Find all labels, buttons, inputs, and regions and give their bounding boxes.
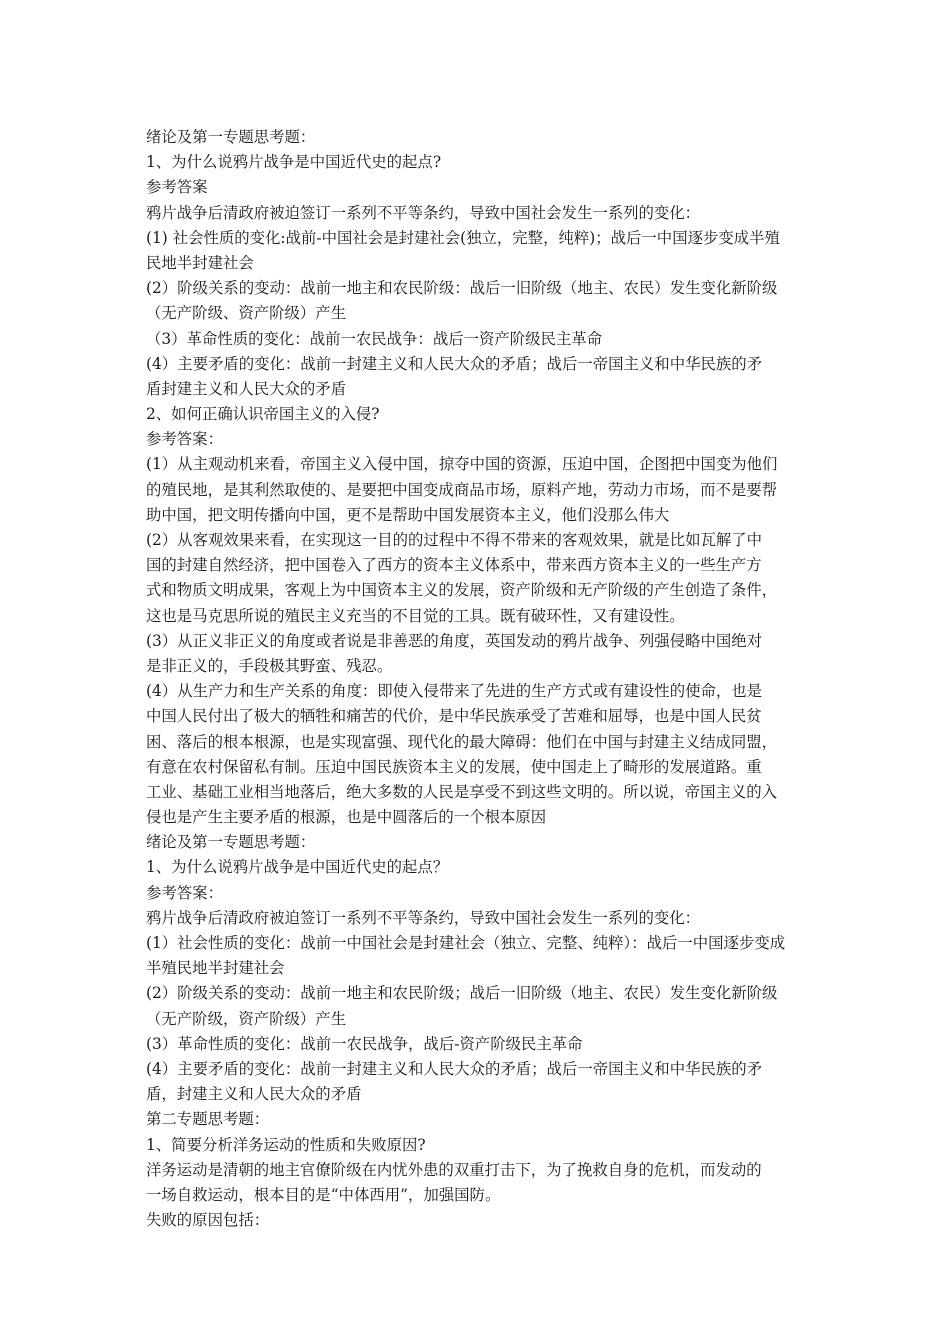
- text-line: (4）从生产力和生产关系的角度：即使入侵带来了先进的生产方式或有建设性的使命，也是: [146, 682, 763, 701]
- question-1: 1、为什么说鸦片战争是中国近代史的起点？: [146, 858, 449, 877]
- text-line: (2）阶级关系的变动：战前一地主和农民阶级：战后一旧阶级（地主、农民）发生变化新阶级: [146, 279, 778, 298]
- text-line: 盾，封建主义和人民大众的矛盾: [146, 1085, 362, 1104]
- text-line: (4）主要矛盾的变化：战前一封建主义和人民大众的矛盾；战后一帝国主义和中华民族的矛: [146, 354, 763, 373]
- text-line: (2）从客观效果来看，在实现这一目的的过程中不得不带来的客观效果，就是比如瓦解了中: [146, 531, 763, 549]
- text-line: (1）从主观动机来看，帝国主义入侵中国，掠夺中国的资源，压迫中国，企图把中国变为他们: [146, 455, 778, 474]
- text-line: 一场自救运动，根本目的是“中体西用”，加强国防。: [146, 1185, 501, 1204]
- text-line: （无产阶级，资产阶级）产生: [146, 1009, 347, 1028]
- answer-label: 参考答案：: [146, 430, 223, 449]
- text-line: （无产阶级、资产阶级）产生: [146, 304, 347, 323]
- section-heading: 第二专题思考题：: [146, 1110, 270, 1129]
- section-heading: 绪论及第一专题思考题：: [146, 833, 316, 852]
- text-line: 侵也是产生主要矛盾的根源，也是中圆落后的一个根本原因: [146, 808, 547, 827]
- text-line: (4）主要矛盾的变化：战前一封建主义和人民大众的矛盾；战后一帝国主义和中华民族的矛: [146, 1059, 763, 1078]
- question-1: 1、为什么说鸦片战争是中国近代史的起点?: [146, 153, 442, 172]
- text-line: 民地半封建社会: [146, 253, 254, 272]
- text-line: (3）从正义非正义的角度或者说是非善恶的角度，英国发动的鸦片战争、列强侵略中国绝对: [146, 631, 763, 650]
- text-line: (2）阶级关系的变动：战前一地主和农民阶级；战后一旧阶级（地主、农民）发生变化新阶级: [146, 984, 778, 1003]
- text-line: （3）革命性质的变化：战前一农民战争：战后一资产阶级民主革命: [146, 329, 603, 348]
- text-line: 是非正义的，手段极其野蛮、残忍。: [146, 656, 393, 675]
- text-line: 盾封建主义和人民大众的矛盾: [146, 379, 347, 398]
- document-body: [146, 125, 814, 1233]
- text-line: 的殖民地，是其利然取使的、是要把中国变成商品市场，原料产地，劳动力市场，而不是要帮: [146, 480, 778, 499]
- text-line: 困、落后的根本根源，也是实现富强、现代化的最大障碍：他们在中国与封建主义结成同盟，: [146, 732, 778, 751]
- text-line: 洋务运动是清朝的地主官僚阶级在内忧外患的双重打击下，为了挽救自身的危机，而发动的: [146, 1160, 762, 1179]
- text-line: 鸦片战争后清政府被迫签订一系列不平等条约，导致中国社会发生一系列的变化：: [146, 908, 701, 927]
- text-line: (1) 社会性质的变化:战前-中国社会是封建社会(独立，完整，纯粹)；战后一中国逐步变成半殖: [146, 228, 780, 247]
- text-line: 失败的原因包括：: [146, 1211, 270, 1230]
- text-line: 半殖民地半封建社会: [146, 959, 285, 978]
- text-line: 有意在农村保留私有制。压迫中国民族资本主义的发展，使中国走上了畸形的发展道路。重: [146, 757, 762, 776]
- question-2: 2、如何正确认识帝国主义的入侵?: [146, 405, 380, 424]
- text-line: 这也是马克思所说的殖民主义充当的不目觉的工具。既有破环性，又有建设性。: [146, 606, 685, 625]
- question-1: 1、简要分析洋务运动的性质和失败原因?: [146, 1135, 426, 1154]
- answer-label: 参考答案: [146, 178, 208, 197]
- text-line: 式和物质文明成果，客观上为中国资本主义的发展，资产阶级和无产阶级的产生创造了条件，: [146, 581, 778, 600]
- section-heading: 绪论及第一专题思考题：: [146, 128, 316, 146]
- text-line: 国的封建自然经济，把中国卷入了西方的资本主义体系中，带来西方资本主义的一些生产方: [146, 556, 762, 575]
- text-line: 中国人民付出了极大的牺牲和痛苦的代价，是中华民族承受了苦难和屈辱，也是中国人民贫: [146, 707, 762, 726]
- text-line: (1）社会性质的变化：战前一中国社会是封建社会（独立、完整、纯粹）：战后一中国逐步变成: [146, 934, 786, 952]
- answer-label: 参考答案：: [146, 883, 223, 902]
- text-line: 助中国，把文明传播向中国，更不是帮助中国发展资本主义，他们没那么伟大: [146, 505, 670, 524]
- text-line: (3）革命性质的变化：战前一农民战争，战后-资产阶级民主革命: [146, 1034, 583, 1053]
- text-line: 工业、基础工业相当地落后，绝大多数的人民是享受不到这些文明的。所以说，帝国主义的入: [146, 782, 778, 801]
- text-line: 鸦片战争后清政府被迫签订一系列不平等条约，导致中国社会发生一系列的变化：: [146, 203, 701, 222]
